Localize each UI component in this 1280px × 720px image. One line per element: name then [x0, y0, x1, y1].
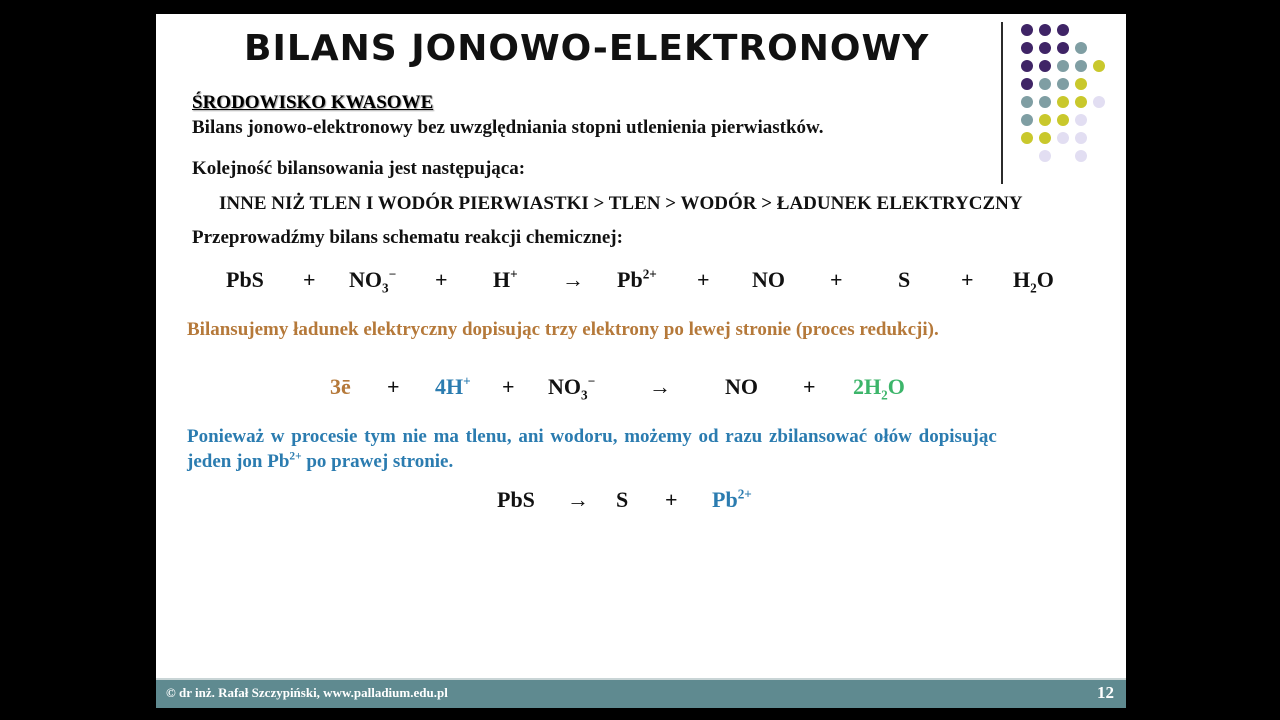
decor-dot: [1021, 24, 1033, 36]
plus-sign: +: [961, 267, 974, 292]
decor-dot: [1039, 24, 1051, 36]
plus-sign: +: [697, 267, 710, 292]
formula-pbs: PbS: [497, 487, 535, 512]
slide-title: BILANS JONOWO-ELEKTRONOWY: [244, 28, 930, 69]
intro-text: Bilans jonowo-elektronowy bez uwzględniania stopni utlenienia pierwiastków.: [192, 117, 824, 138]
decor-dot: [1093, 96, 1105, 108]
decor-dot: [1075, 96, 1087, 108]
divider-line: [1001, 22, 1003, 184]
plus-sign: +: [435, 267, 448, 292]
formula-no3: $NO_3^-$: [548, 373, 596, 403]
decor-dot: [1057, 96, 1069, 108]
decor-dot: [1039, 96, 1051, 108]
section-heading: ŚRODOWISKO KWASOWE: [192, 92, 434, 113]
lead-balance-note-line2: jeden jon $Pb^{2+}$ po prawej stronie.: [187, 450, 454, 472]
decor-dot: [1021, 60, 1033, 72]
reaction-arrow: →: [567, 487, 589, 512]
footer-credit: © dr inż. Rafał Szczypiński, www.palladium.edu.pl: [166, 685, 448, 700]
decor-dot: [1075, 114, 1087, 126]
formula-h2o: $H_2O$: [1013, 267, 1054, 296]
formula-s: S: [616, 487, 629, 512]
order-intro-text: Kolejność bilansowania jest następująca:: [192, 158, 526, 179]
decor-dot: [1039, 150, 1051, 162]
plus-sign: +: [387, 374, 400, 399]
formula-no: NO: [725, 374, 758, 399]
decor-dot: [1057, 42, 1069, 54]
formula-no: NO: [752, 267, 785, 292]
decor-dot: [1075, 60, 1087, 72]
formula-h-ion: H+: [493, 266, 518, 292]
formula-s: S: [898, 267, 911, 292]
decor-dot: [1039, 114, 1051, 126]
plus-sign: +: [830, 267, 843, 292]
decor-dot: [1021, 114, 1033, 126]
decor-dot: [1075, 42, 1087, 54]
footer-bar: [156, 678, 1126, 708]
lead-balance-note-line1: Ponieważ w procesie tym nie ma tlenu, ani wodoru, możemy od razu zbilansować ołów dopisując: [187, 426, 997, 447]
decor-dot: [1075, 132, 1087, 144]
decor-dot: [1057, 24, 1069, 36]
plus-sign: +: [803, 374, 816, 399]
formula-pb-ion: $Pb^{2+}$: [712, 486, 752, 512]
decor-dot: [1039, 78, 1051, 90]
decor-dot: [1039, 60, 1051, 72]
decor-dot: [1039, 42, 1051, 54]
decor-dot: [1021, 78, 1033, 90]
formula-pbs: PbS: [226, 267, 264, 292]
plus-sign: +: [665, 487, 678, 512]
reaction-arrow: →: [562, 267, 584, 292]
formula-no3: $NO_3^-$: [349, 266, 397, 296]
formula-2h2o: $2H_2O$: [853, 374, 905, 403]
decor-dot: [1057, 132, 1069, 144]
decor-dot: [1075, 150, 1087, 162]
decor-dot: [1075, 78, 1087, 90]
decor-dot: [1057, 60, 1069, 72]
decor-dot: [1021, 132, 1033, 144]
decor-dot: [1093, 60, 1105, 72]
decor-dot: [1021, 42, 1033, 54]
decor-dot: [1039, 132, 1051, 144]
page-number: 12: [1097, 683, 1114, 702]
charge-balance-note: Bilansujemy ładunek elektryczny dopisując trzy elektrony po lewej stronie (proces redukcji).: [187, 319, 939, 340]
plus-sign: +: [502, 374, 515, 399]
decor-dot: [1057, 78, 1069, 90]
balancing-order: INNE NIŻ TLEN I WODÓR PIERWIASTKI > TLEN > WODÓR > ŁADUNEK ELEKTRYCZNY: [219, 193, 1023, 214]
decor-dot: [1021, 96, 1033, 108]
plus-sign: +: [303, 267, 316, 292]
formula-4h-ion: 4H+: [435, 373, 471, 399]
decor-dot: [1057, 114, 1069, 126]
scheme-intro-text: Przeprowadźmy bilans schematu reakcji chemicznej:: [192, 227, 623, 248]
reaction-arrow: →: [649, 374, 671, 399]
slide: [156, 14, 1126, 706]
electrons-term: 3ē: [330, 374, 351, 399]
formula-pb-ion: $Pb^{2+}$: [617, 266, 657, 292]
